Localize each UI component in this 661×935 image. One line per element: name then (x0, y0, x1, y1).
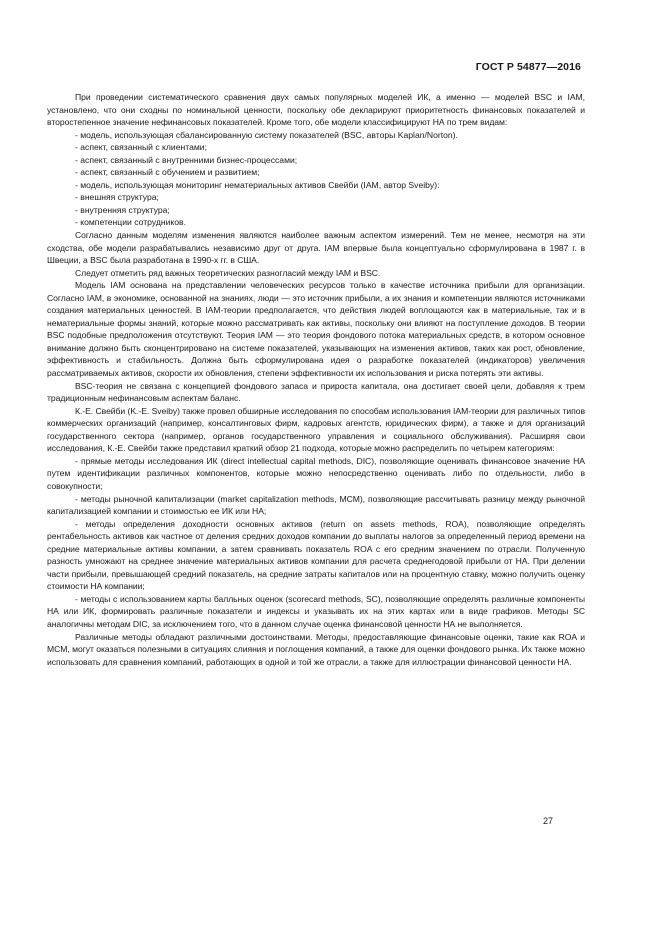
list-item: - модель, использующая мониторинг нематериальных активов Свейби (IAM, автор Sveiby): (75, 179, 440, 190)
paragraph: Согласно данным моделям изменения являются наиболее важным аспектом измерений. Тем не менее, несмотря на эти сходства, обе модели разрабатывались независимо друг от друга. IAM впервые была концептуально сформулирована в 1987 г. в Швеции, а BSC была разработана в 1990-х гг. в США. (47, 230, 585, 266)
document-body (47, 91, 585, 668)
list-item: - внутренняя структура; (75, 204, 170, 215)
paragraph: BSC-теория не связана с концепцией фондового запаса и прироста капитала, она достигает своей цели, добавляя к трем традиционным нефинансовым аспектам баланс. (47, 380, 585, 404)
list-item: - внешняя структура; (75, 192, 159, 203)
list-item: - модель, использующая сбалансированную систему показателей (BSC, авторы Kaplan/Norton). (75, 129, 458, 140)
paragraph: Различные методы обладают различными достоинствами. Методы, предоставляющие финансовые оценки, такие как ROA и MCM, могут оказаться полезными в ситуациях слияния и поглощения компаний, а также для оценки фондового рынка. Их также можно использовать для сравнения компаний, работающих в одной и той же отрасли, а также для иллюстрации финансовой ценности НА. (47, 631, 585, 667)
list-item: - компетенции сотрудников. (75, 217, 186, 228)
page-number: 27 (542, 816, 553, 826)
paragraph: - прямые методы исследования ИК (direct intellectual capital methods, DIC), позволяющие оценивать финансовое значение НА путем идентификации различных компонентов, которые можно непосредственно оценивать либо по отдельности, либо в совокупности; (47, 455, 585, 491)
paragraph: - методы с использованием карты балльных оценок (scorecard methods, SC), позволяющие определять различные компоненты НА или ИК, формировать различные показатели и индексы и указывать их на этих картах или в виде графиков. Методы SC аналогичны методам DIC, за исключением того, что в данном случае оценка финансовой ценности НА не выполняется. (47, 593, 585, 629)
standard-designation: ГОСТ Р 54877—2016 (475, 61, 581, 73)
paragraph: - методы определения доходности основных активов (return on assets methods, ROA), позволяющие определять рентабельность активов как частное от деления средних доходов компании до выплаты налогов за определенный период времени на средние материальные активы компании, а затем сравнивать показатель ROA с его средним значением по отрасли. Полученную разность умножают на среднее значение материальных активов компании для расчета среднегодовой прибыли от НА. При делении части прибыли, превышающей средний показатель, на средние затраты капиталов или на процентную ставку, можно получить оценку стоимости НА компании; (47, 518, 585, 592)
list-item: - аспект, связанный с внутренними бизнес-процессами; (75, 154, 298, 165)
list-item: - аспект, связанный с клиентами; (75, 142, 207, 153)
paragraph: Следует отметить ряд важных теоретических разногласий между IAM и BSC. (75, 267, 381, 278)
paragraph: К.-Е. Свейби (K.-E. Sveiby) также провел обширные исследования по способам использования IAM-теории для различных типов коммерческих организаций (например, консалтинговых фирм, кадровых агентств, юридических фирм), а также и для организаций государственного сектора (например, органов государственного управления и социального обслуживания). Расширяя свои исследования, К.-Е. Свейби также представил краткий обзор 21 подхода, которые можно распределить по четырем категориям: (47, 405, 585, 454)
paragraph: - методы рыночной капитализации (market capitalization methods, MCM), позволяющие рассчитывать разницу между рыночной капитализацией компании и стоимостью ее ИК или НА; (47, 493, 585, 517)
paragraph: При проведении систематического сравнения двух самых популярных моделей ИК, а именно — моделей BSC и IAM, установлено, что они сходны по номинальной ценности, поскольку обе декларируют приоритетность финансовых показателей и второстепенное значение нефинансовых показателей. Кроме того, обе модели классифицируют НА по трем видам: (47, 92, 585, 128)
list-item: - аспект, связанный с обучением и развитием; (75, 167, 260, 178)
paragraph: Модель IAM основана на представлении человеческих ресурсов только в качестве источника прибыли для организации. Согласно IAM, в экономике, основанной на знаниях, люди — это источник прибыли, а их знания и компетенции являются источниками создания материальных ценностей. В IAM-теории предполагается, что действия людей воплощаются как в материальные, так и в нематериальные формы знаний, которые можно рассматривать как активы, поскольку они влияют на поступление доходов. В теории BSC подобные предположения отсутствуют. Теория IAM — это теория фондового потока материальных средств, в котором основное внимание должно быть сконцентрировано на системе показателей, указывающих на изменения активов, таких как рост, обновление, эффективность и стабильность. Должна быть сформулирована идея о разработке показателей (индикаторов) увеличения рассматриваемых активов, скорости их обновления, степени эффективности их использования и риска потерять эти активы. (47, 280, 585, 379)
